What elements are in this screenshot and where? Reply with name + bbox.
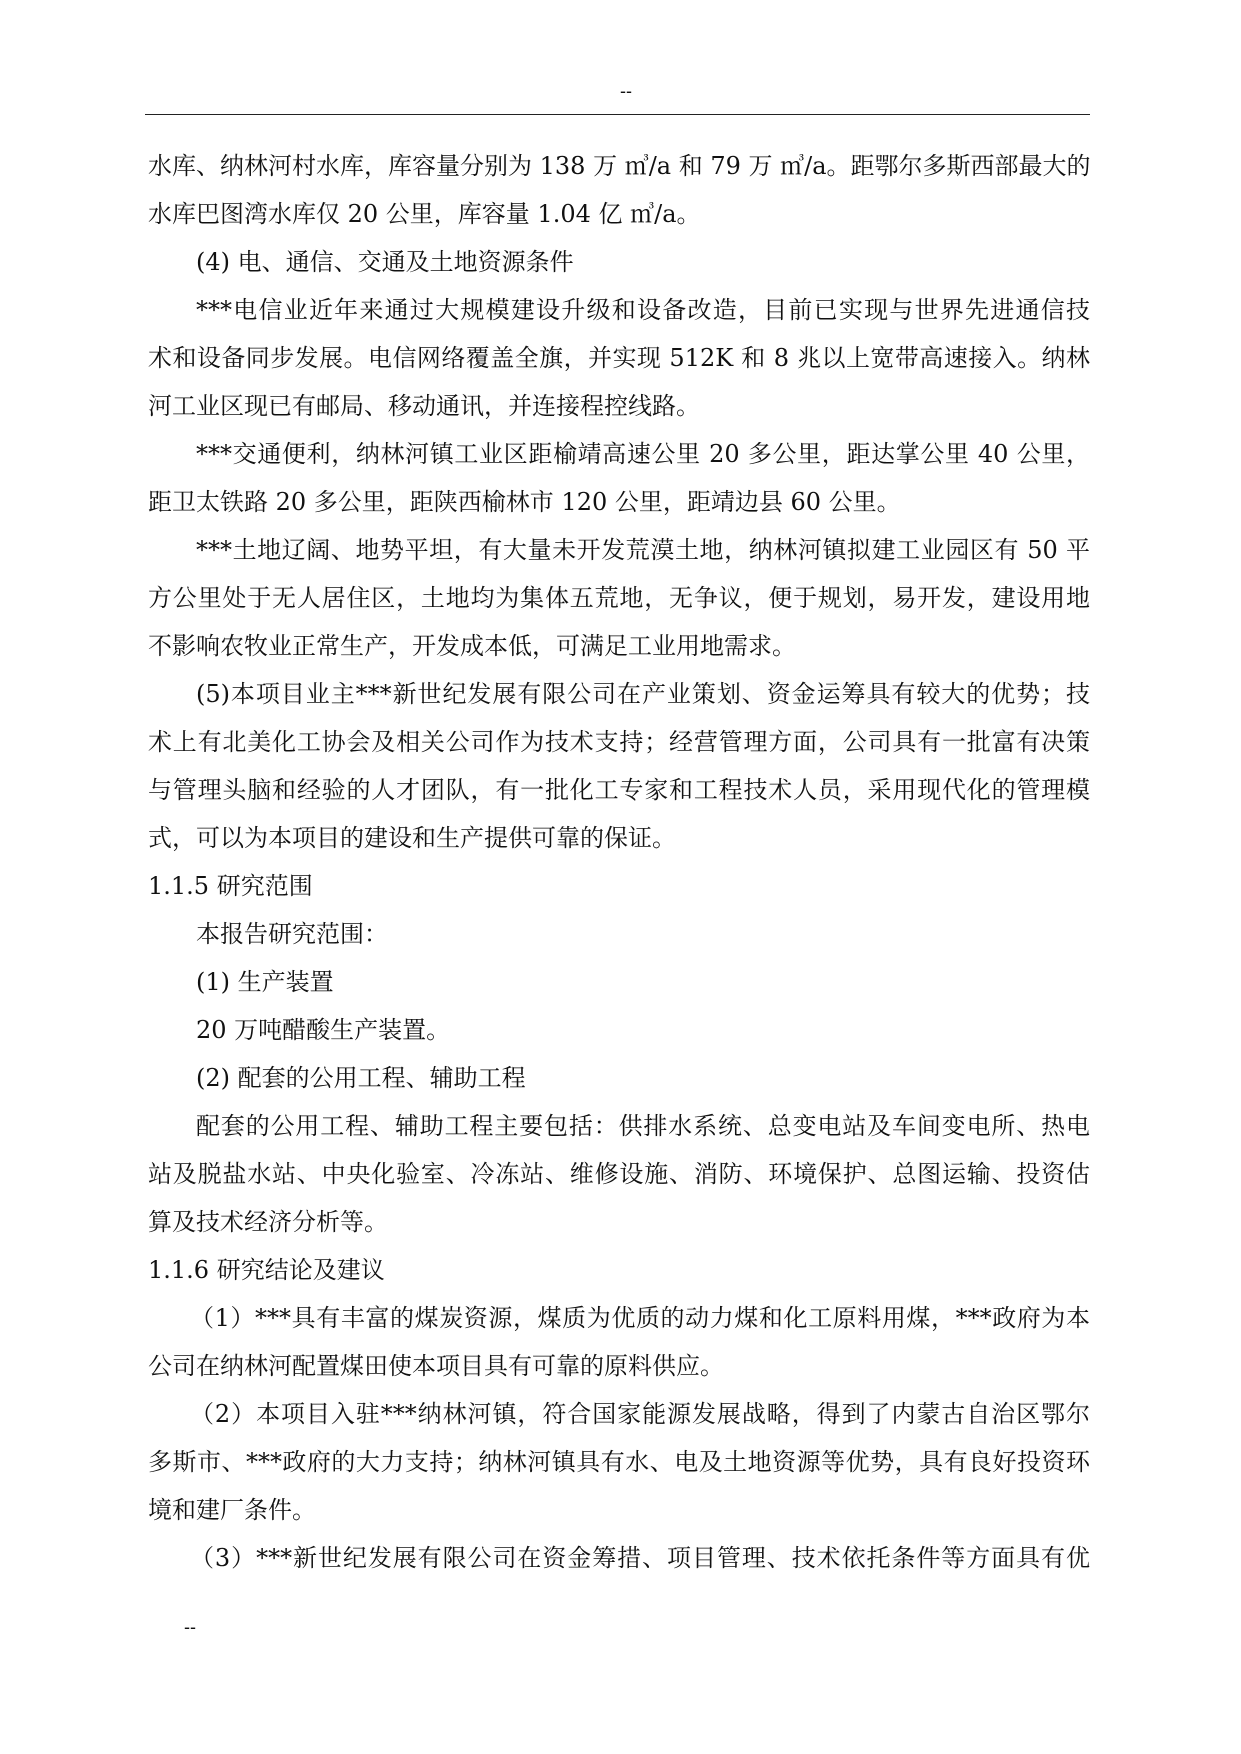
text-line: 式，可以为本项目的建设和生产提供可靠的保证。 (148, 824, 676, 852)
list-heading: (2) 配套的公用工程、辅助工程 (196, 1064, 526, 1092)
text-line: 公司在纳林河配置煤田使本项目具有可靠的原料供应。 (148, 1352, 724, 1380)
text-line: 站及脱盐水站、中央化验室、冷冻站、维修设施、消防、环境保护、总图运输、投资估 (148, 1160, 1090, 1188)
text-line: 河工业区现已有邮局、移动通讯，并连接程控线路。 (148, 392, 700, 420)
section-heading: 1.1.5 研究范围 (148, 872, 313, 900)
page-header-mark: -- (620, 81, 632, 101)
text-line: ***电信业近年来通过大规模建设升级和设备改造，目前已实现与世界先进通信技 (196, 296, 1090, 324)
text-line: ***土地辽阔、地势平坦，有大量未开发荒漠土地，纳林河镇拟建工业园区有 50 平 (196, 536, 1090, 564)
text-line: 本报告研究范围： (196, 920, 388, 948)
text-line: 算及技术经济分析等。 (148, 1208, 388, 1236)
text-line: 水库巴图湾水库仅 20 公里，库容量 1.04 亿 ㎥/a。 (148, 200, 701, 228)
text-line: 方公里处于无人居住区，土地均为集体五荒地，无争议，便于规划，易开发，建设用地 (148, 584, 1090, 612)
text-line: 术和设备同步发展。电信网络覆盖全旗，并实现 512K 和 8 兆以上宽带高速接入。纳林 (148, 344, 1090, 372)
text-line: 多斯市、***政府的大力支持；纳林河镇具有水、电及土地资源等优势，具有良好投资环 (148, 1448, 1090, 1476)
text-line: 距卫太铁路 20 多公里，距陕西榆林市 120 公里，距靖边县 60 公里。 (148, 488, 901, 516)
page-footer-mark: -- (184, 1617, 196, 1637)
document-body (148, 142, 1090, 1582)
text-line: (5)本项目业主***新世纪发展有限公司在产业策划、资金运筹具有较大的优势；技 (196, 680, 1090, 708)
text-line: 配套的公用工程、辅助工程主要包括：供排水系统、总变电站及车间变电所、热电 (196, 1112, 1090, 1140)
text-line: 不影响农牧业正常生产，开发成本低，可满足工业用地需求。 (148, 632, 796, 660)
list-heading: (1) 生产装置 (196, 968, 334, 996)
text-line: （2）本项目入驻***纳林河镇，符合国家能源发展战略，得到了内蒙古自治区鄂尔 (190, 1400, 1090, 1428)
text-line: 水库、纳林河村水库，库容量分别为 138 万 ㎥/a 和 79 万 ㎥/a。距鄂尔多斯西部最大的 (148, 152, 1091, 180)
text-line: （1）***具有丰富的煤炭资源，煤质为优质的动力煤和化工原料用煤，***政府为本 (190, 1304, 1090, 1332)
section-heading: (4) 电、通信、交通及土地资源条件 (196, 248, 574, 276)
text-line: 术上有北美化工协会及相关公司作为技术支持；经营管理方面，公司具有一批富有决策 (148, 728, 1090, 756)
text-line: 与管理头脑和经验的人才团队，有一批化工专家和工程技术人员，采用现代化的管理模 (148, 776, 1090, 804)
text-line: ***交通便利，纳林河镇工业区距榆靖高速公里 20 多公里，距达掌公里 40 公里， (196, 440, 1090, 468)
section-heading: 1.1.6 研究结论及建议 (148, 1256, 385, 1284)
text-line: 境和建厂条件。 (148, 1496, 316, 1524)
text-line: （3）***新世纪发展有限公司在资金筹措、项目管理、技术依托条件等方面具有优 (190, 1544, 1090, 1572)
text-line: 20 万吨醋酸生产装置。 (196, 1016, 451, 1044)
header-rule (145, 114, 1090, 115)
